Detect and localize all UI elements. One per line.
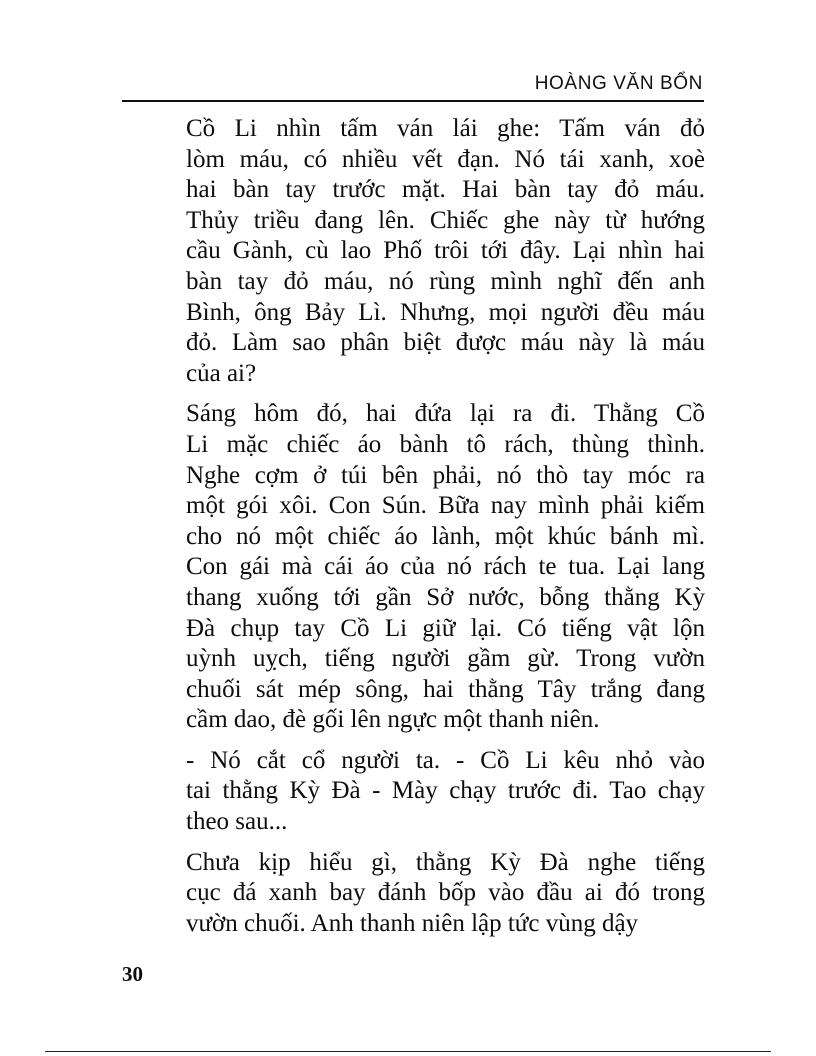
footer-rule bbox=[45, 1051, 771, 1052]
text-line: vườn chuối. Anh thanh niên lập tức vùng dậy bbox=[186, 909, 639, 937]
text-line: - Nó cắt cổ người ta. - Cồ Li kêu nhỏ vào bbox=[186, 746, 705, 774]
body-text bbox=[123, 114, 705, 949]
text-line: thang xuống tới gần Sở nước, bỗng thằng Kỳ bbox=[186, 583, 705, 611]
paragraph bbox=[123, 114, 705, 389]
text-line: chuối sát mép sông, hai thằng Tây trắng đang bbox=[186, 675, 705, 703]
running-header: HOÀNG VĂN BỔN bbox=[534, 73, 703, 94]
text-line: Nghe cợm ở túi bên phải, nó thò tay móc ra bbox=[186, 461, 705, 489]
text-line: tai thằng Kỳ Đà - Mày chạy trước đi. Tao chạy bbox=[186, 777, 705, 805]
text-line: uỳnh uỵch, tiếng người gầm gừ. Trong vườn bbox=[186, 645, 705, 673]
text-line: Thủy triều đang lên. Chiếc ghe này từ hướng bbox=[186, 206, 705, 234]
text-line: Đà chụp tay Cồ Li giữ lại. Có tiếng vật lộn bbox=[186, 614, 705, 642]
text-line: lòm máu, có nhiều vết đạn. Nó tái xanh, xoè bbox=[186, 145, 705, 173]
text-line: cầu Gành, cù lao Phố trôi tới đây. Lại nhìn hai bbox=[186, 237, 705, 265]
text-line: cầm dao, đè gối lên ngực một thanh niên. bbox=[186, 706, 600, 734]
text-line: cho nó một chiếc áo lành, một khúc bánh mì. bbox=[186, 522, 705, 550]
paragraph bbox=[123, 746, 705, 838]
paragraph bbox=[123, 399, 705, 736]
text-line: của ai? bbox=[186, 359, 257, 387]
text-line: cục đá xanh bay đánh bốp vào đầu ai đó trong bbox=[186, 879, 705, 907]
text-line: một gói xôi. Con Sún. Bữa nay mình phải kiếm bbox=[186, 492, 705, 520]
text-line: hai bàn tay trước mặt. Hai bàn tay đỏ máu. bbox=[186, 176, 705, 204]
text-line: bàn tay đỏ máu, nó rùng mình nghĩ đến anh bbox=[186, 267, 705, 295]
text-line: Bình, ông Bảy Lì. Nhưng, mọi người đều máu bbox=[186, 298, 705, 326]
paragraph bbox=[123, 848, 705, 940]
text-line: Chưa kịp hiểu gì, thằng Kỳ Đà nghe tiếng bbox=[186, 848, 705, 876]
text-line: theo sau... bbox=[186, 808, 288, 836]
text-line: Con gái mà cái áo của nó rách te tua. Lại lang bbox=[186, 553, 705, 581]
page-number: 30 bbox=[122, 962, 143, 986]
text-line: Li mặc chiếc áo bành tô rách, thùng thình. bbox=[186, 430, 705, 458]
text-line: đỏ. Làm sao phân biệt được máu này là máu bbox=[186, 329, 705, 357]
text-line: Cồ Li nhìn tấm ván lái ghe: Tấm ván đỏ bbox=[186, 115, 705, 142]
header-rule bbox=[122, 100, 704, 102]
text-line: Sáng hôm đó, hai đứa lại ra đi. Thằng Cồ bbox=[186, 400, 705, 428]
